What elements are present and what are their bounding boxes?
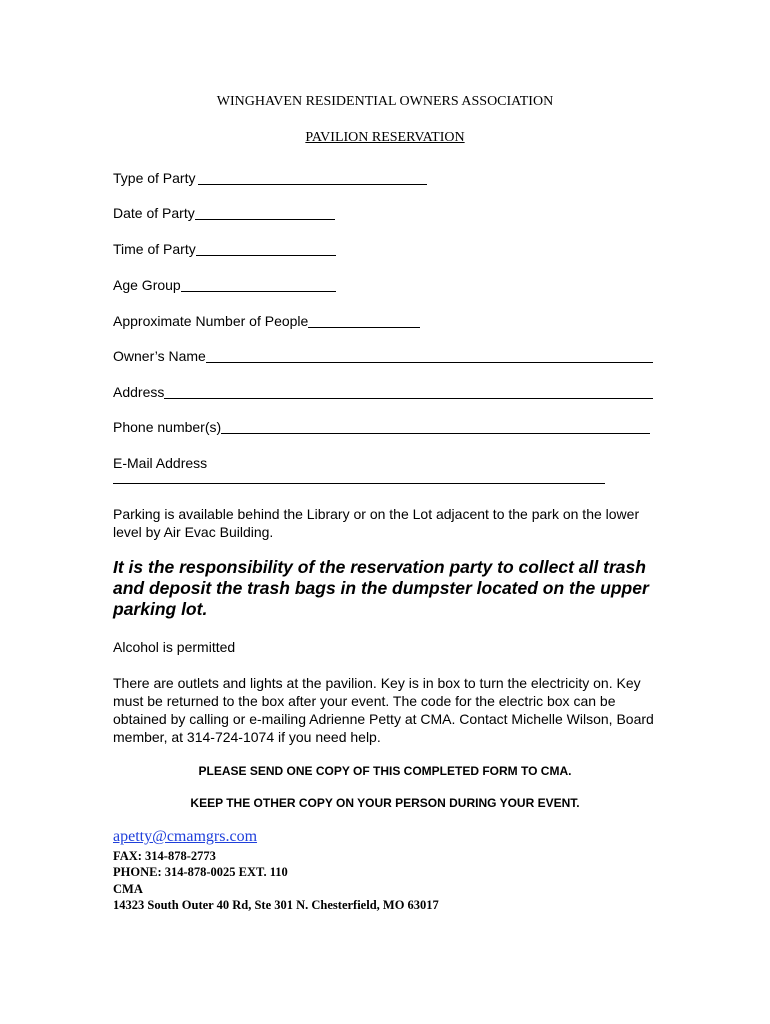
date-of-party-label: Date of Party <box>113 205 195 221</box>
email-address-line[interactable] <box>113 483 605 484</box>
parking-paragraph: Parking is available behind the Library or on the Lot adjacent to the park on the lower level by Air Evac Building. <box>113 506 640 540</box>
email-address-field <box>113 451 207 471</box>
age-group-line[interactable] <box>181 277 336 292</box>
owners-name-line[interactable] <box>206 348 653 363</box>
time-of-party-label: Time of Party <box>113 241 196 257</box>
trash-warning: It is the responsibility of the reservation party to collect all trash and deposit the trash bags in the dumpster located on the upper parking lot. <box>113 557 649 619</box>
date-of-party-field <box>113 201 335 221</box>
alcohol-note: Alcohol is permitted <box>113 639 236 655</box>
type-of-party-label: Type of Party <box>113 170 196 186</box>
electricity-paragraph: There are outlets and lights at the pavilion. Key is in box to turn the electricity on. Key must be returned to the box after your event. The code for the electric box can be obtained by calling or e-mailing Adrienne Petty at CMA. Contact Michelle Wilson, Board member, at 314-724-1074 if you need help. <box>113 675 654 745</box>
contact-address: 14323 South Outer 40 Rd, Ste 301 N. Chesterfield, MO 63017 <box>113 898 439 912</box>
contact-email-link[interactable]: apetty@cmamgrs.com <box>113 828 258 845</box>
contact-phone: PHONE: 314-878-0025 EXT. 110 <box>113 865 288 879</box>
address-label: Address <box>113 384 165 400</box>
phone-numbers-label: Phone number(s) <box>113 419 222 435</box>
address-line[interactable] <box>164 384 653 399</box>
contact-company: CMA <box>113 882 143 896</box>
send-copy-notice: PLEASE SEND ONE COPY OF THIS COMPLETED FORM TO CMA. <box>198 764 572 778</box>
approx-people-field <box>113 309 420 329</box>
time-of-party-field <box>113 237 336 257</box>
approx-people-line[interactable] <box>308 313 420 328</box>
address-field <box>113 380 653 400</box>
form-title: PAVILION RESERVATION <box>305 130 465 145</box>
phone-numbers-line[interactable] <box>221 419 650 434</box>
owners-name-field <box>113 344 653 364</box>
age-group-field <box>113 273 336 293</box>
phone-numbers-field <box>113 415 650 435</box>
type-of-party-field <box>113 166 427 186</box>
approx-people-label: Approximate Number of People <box>113 313 309 329</box>
keep-copy-notice: KEEP THE OTHER COPY ON YOUR PERSON DURING YOUR EVENT. <box>190 796 580 810</box>
contact-fax: FAX: 314-878-2773 <box>113 849 216 863</box>
owners-name-label: Owner’s Name <box>113 348 206 364</box>
org-title: WINGHAVEN RESIDENTIAL OWNERS ASSOCIATION <box>216 94 554 109</box>
time-of-party-line[interactable] <box>196 241 336 256</box>
date-of-party-line[interactable] <box>195 205 335 220</box>
type-of-party-line[interactable] <box>198 170 427 185</box>
email-address-label: E-Mail Address <box>113 455 208 471</box>
age-group-label: Age Group <box>113 277 181 293</box>
